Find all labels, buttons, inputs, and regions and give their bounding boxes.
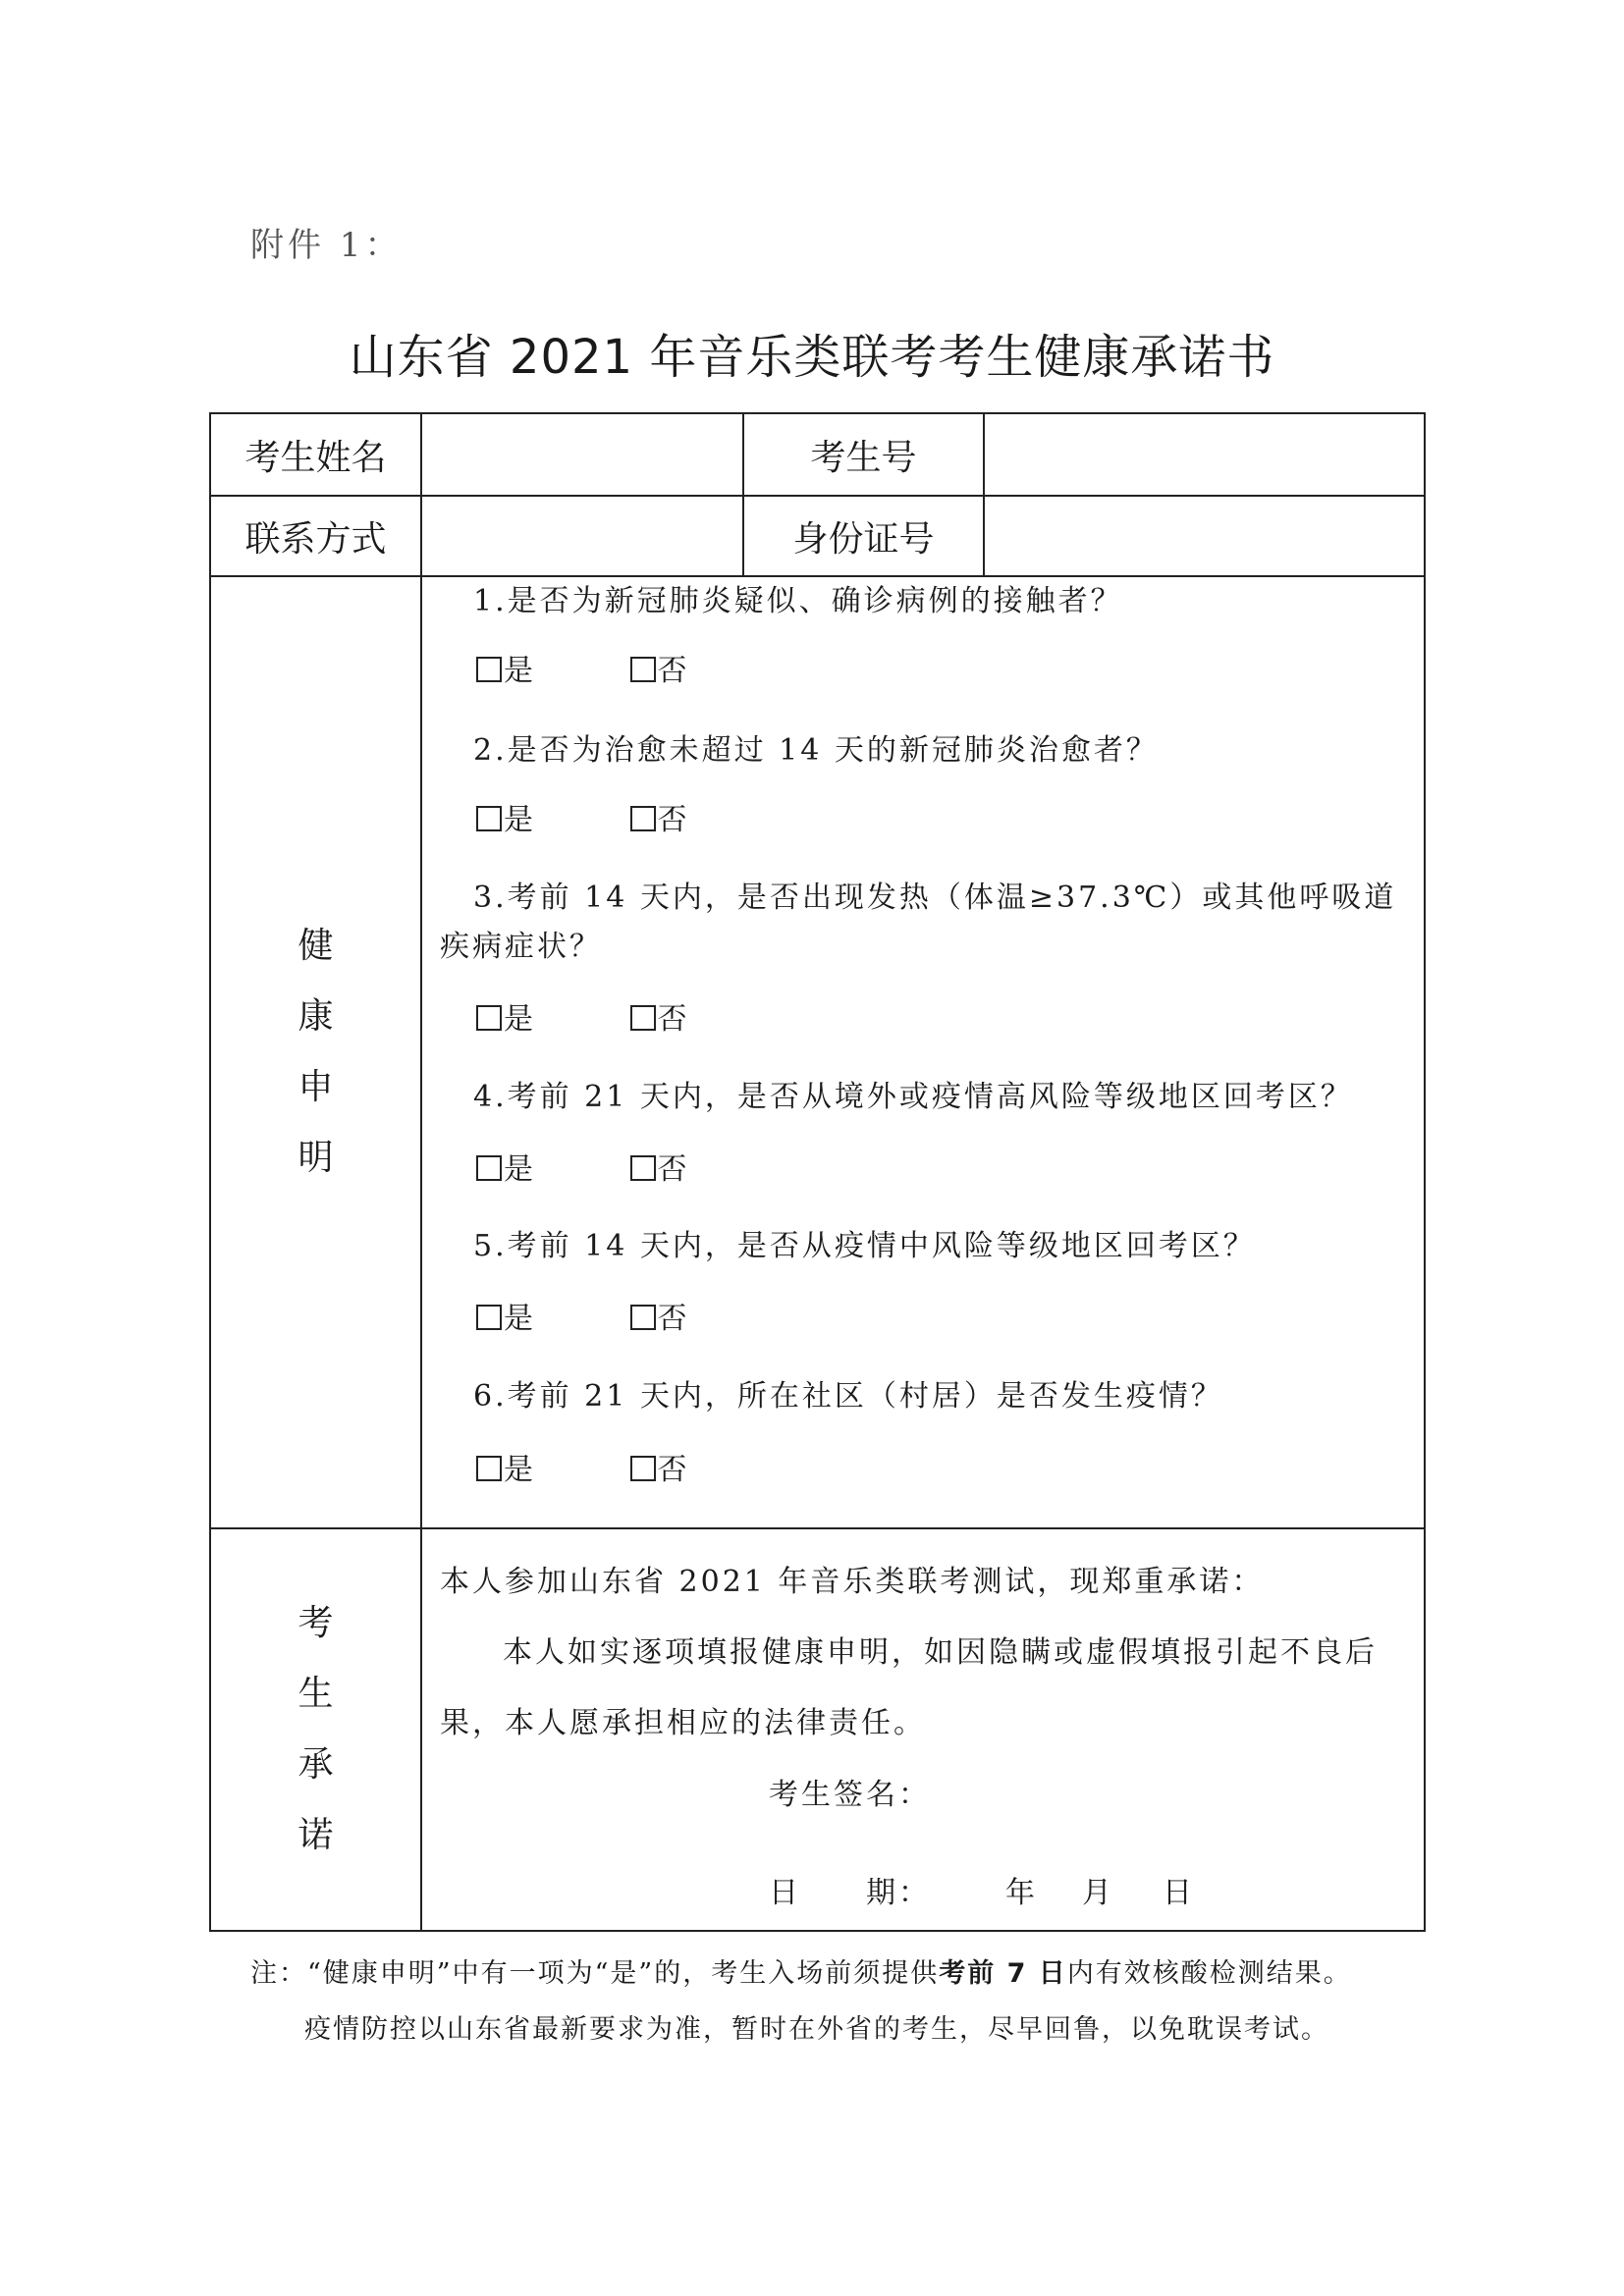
yes-label: 是	[504, 654, 535, 688]
checkbox-icon[interactable]	[476, 1305, 502, 1330]
q6-no-option[interactable]	[630, 1445, 689, 1488]
checkbox-icon[interactable]	[476, 657, 502, 682]
checkbox-icon[interactable]	[630, 1456, 656, 1481]
q2-yes-option[interactable]	[476, 795, 535, 838]
yes-label: 是	[504, 1152, 535, 1187]
question-6-options	[476, 1445, 689, 1488]
year-label: 年	[1005, 1876, 1038, 1910]
signature-label: 考生签名：	[769, 1778, 931, 1812]
q2-no-option[interactable]	[630, 795, 689, 838]
checkbox-icon[interactable]	[630, 806, 656, 831]
name-label: 考生姓名	[210, 413, 421, 496]
health-label-char: 健	[298, 926, 334, 966]
candidate-promise-label	[210, 1528, 421, 1931]
health-label-char: 申	[298, 1067, 334, 1107]
note-line-2: 疫情防控以山东省最新要求为准，暂时在外省的考生，尽早回鲁，以免耽误考试。	[304, 2014, 1329, 2045]
question-4: 4.考前 21 天内，是否从境外或疫情高风险等级地区回考区？	[473, 1080, 1353, 1114]
health-label-char: 康	[298, 996, 334, 1037]
page-title: 山东省 2021 年音乐类联考考生健康承诺书	[349, 330, 1275, 385]
q3-yes-option[interactable]	[476, 994, 535, 1038]
promise-body-line2: 果，本人愿承担相应的法律责任。	[440, 1706, 926, 1740]
yes-label: 是	[504, 1002, 535, 1037]
question-5-options	[476, 1294, 689, 1337]
no-label: 否	[657, 1002, 689, 1037]
health-declaration-section	[421, 576, 1425, 1528]
question-5: 5.考前 14 天内，是否从疫情中风险等级地区回考区？	[473, 1229, 1256, 1263]
question-1: 1.是否为新冠肺炎疑似、确诊病例的接触者？	[473, 584, 1123, 618]
promise-intro: 本人参加山东省 2021 年音乐类联考测试，现郑重承诺：	[440, 1565, 1265, 1599]
promise-label-char: 考	[298, 1603, 334, 1643]
note-suffix: 内有效核酸检测结果。	[1066, 1958, 1352, 1989]
promise-label-char: 生	[298, 1674, 334, 1714]
question-4-options	[476, 1145, 689, 1188]
yes-label: 是	[504, 803, 535, 837]
q3-no-option[interactable]	[630, 994, 689, 1038]
q1-yes-option[interactable]	[476, 646, 535, 689]
checkbox-icon[interactable]	[476, 1005, 502, 1031]
exam-no-field[interactable]	[984, 413, 1425, 496]
id-no-label: 身份证号	[743, 496, 984, 576]
question-6: 6.考前 21 天内，所在社区（村居）是否发生疫情？	[473, 1379, 1223, 1414]
question-2-options	[476, 795, 689, 838]
no-label: 否	[657, 803, 689, 837]
no-label: 否	[657, 1302, 689, 1336]
question-3: 3.考前 14 天内，是否出现发热（体温≥37.3℃）或其他呼吸道疾病症状？	[440, 881, 1397, 964]
note-line-1	[250, 1951, 1352, 1990]
note-prefix: 注：“健康申明”中有一项为“是”的，考生入场前须提供	[250, 1958, 940, 1989]
day-label: 日	[1163, 1876, 1195, 1910]
month-label: 月	[1082, 1876, 1114, 1910]
attachment-label: 附件 1：	[250, 226, 403, 265]
promise-body-line1: 本人如实逐项填报健康申明，如因隐瞒或虚假填报引起不良后	[503, 1635, 1378, 1670]
checkbox-icon[interactable]	[630, 1005, 656, 1031]
checkbox-icon[interactable]	[630, 657, 656, 682]
contact-field[interactable]	[421, 496, 743, 576]
yes-label: 是	[504, 1453, 535, 1487]
checkbox-icon[interactable]	[476, 806, 502, 831]
id-no-field[interactable]	[984, 496, 1425, 576]
q6-yes-option[interactable]	[476, 1445, 535, 1488]
name-field[interactable]	[421, 413, 743, 496]
contact-label: 联系方式	[210, 496, 421, 576]
q4-yes-option[interactable]	[476, 1145, 535, 1188]
exam-no-label: 考生号	[743, 413, 984, 496]
no-label: 否	[657, 1453, 689, 1487]
no-label: 否	[657, 654, 689, 688]
note-bold: 考前 7 日	[939, 1958, 1067, 1989]
date-label: 日 期：	[769, 1876, 931, 1910]
checkbox-icon[interactable]	[476, 1155, 502, 1181]
yes-label: 是	[504, 1302, 535, 1336]
candidate-promise-section	[421, 1528, 1425, 1931]
health-pledge-form	[209, 412, 1426, 1932]
health-label-char: 明	[298, 1138, 334, 1178]
q5-no-option[interactable]	[630, 1294, 689, 1337]
checkbox-icon[interactable]	[476, 1456, 502, 1481]
checkbox-icon[interactable]	[630, 1305, 656, 1330]
question-3-options	[476, 994, 689, 1038]
promise-label-char: 承	[298, 1744, 334, 1785]
q1-no-option[interactable]	[630, 646, 689, 689]
q5-yes-option[interactable]	[476, 1294, 535, 1337]
no-label: 否	[657, 1152, 689, 1187]
question-1-options	[476, 646, 689, 689]
question-2: 2.是否为治愈未超过 14 天的新冠肺炎治愈者？	[473, 733, 1159, 768]
checkbox-icon[interactable]	[630, 1155, 656, 1181]
health-declaration-label	[210, 576, 421, 1528]
q4-no-option[interactable]	[630, 1145, 689, 1188]
promise-label-char: 诺	[298, 1815, 334, 1855]
